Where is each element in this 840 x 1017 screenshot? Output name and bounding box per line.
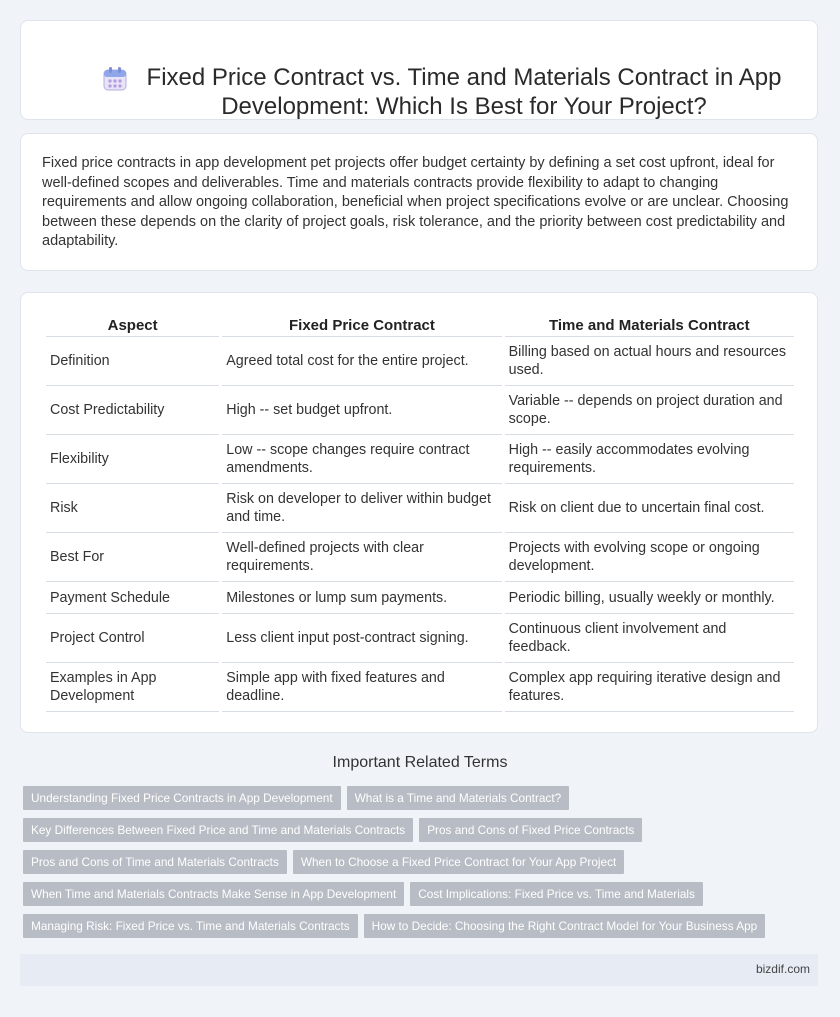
table-cell: Risk [46, 484, 219, 533]
table-row [46, 533, 794, 582]
intro-card [20, 133, 818, 271]
table-cell: Cost Predictability [46, 386, 219, 435]
intro-paragraph: Fixed price contracts in app development pet projects offer budget certainty by defining a set cost upfront, ideal for well-defined scopes and deliverables. Time and materials contracts provide flexibility to adapt to changing requirements and allow ongoing collaboration, beneficial when project specifications evolve or are unclear. Choosing between these depends on the clarity of project goals, risk tolerance, and the priority between cost predictability and adaptability. [42, 155, 789, 250]
table-header-row [46, 315, 794, 337]
table-cell: Periodic billing, usually weekly or monthly. [505, 582, 794, 614]
table-cell: Simple app with fixed features and deadline. [222, 663, 501, 712]
comparison-card [20, 292, 818, 733]
table-row [46, 484, 794, 533]
related-term-link[interactable]: When to Choose a Fixed Price Contract for Your App Project [293, 850, 624, 874]
table-cell: Risk on client due to uncertain final cost. [505, 484, 794, 533]
column-header: Fixed Price Contract [222, 315, 501, 337]
column-header: Aspect [46, 315, 219, 337]
table-row [46, 614, 794, 663]
calendar-icon [102, 66, 128, 92]
table-cell: Continuous client involvement and feedback. [505, 614, 794, 663]
table-row [46, 386, 794, 435]
related-term-link[interactable]: How to Decide: Choosing the Right Contract Model for Your Business App [364, 914, 766, 938]
related-term-link[interactable]: What is a Time and Materials Contract? [347, 786, 570, 810]
table-cell: High -- easily accommodates evolving requirements. [505, 435, 794, 484]
related-term-link[interactable]: Pros and Cons of Fixed Price Contracts [419, 818, 642, 842]
related-term-link[interactable]: Cost Implications: Fixed Price vs. Time and Materials [410, 882, 703, 906]
related-terms-list [23, 786, 813, 938]
table-cell: Agreed total cost for the entire project. [222, 337, 501, 386]
table-cell: Complex app requiring iterative design and features. [505, 663, 794, 712]
table-cell: Flexibility [46, 435, 219, 484]
comparison-table [43, 315, 797, 712]
related-terms-heading: Important Related Terms [332, 754, 508, 771]
title-card [20, 20, 818, 120]
table-cell: Variable -- depends on project duration and scope. [505, 386, 794, 435]
related-term-link[interactable]: Managing Risk: Fixed Price vs. Time and Materials Contracts [23, 914, 358, 938]
table-cell: Definition [46, 337, 219, 386]
table-cell: Less client input post-contract signing. [222, 614, 501, 663]
table-row [46, 337, 794, 386]
table-cell: Best For [46, 533, 219, 582]
table-cell: Milestones or lump sum payments. [222, 582, 501, 614]
related-term-link[interactable]: Understanding Fixed Price Contracts in App Development [23, 786, 341, 810]
related-term-link[interactable]: Key Differences Between Fixed Price and Time and Materials Contracts [23, 818, 413, 842]
table-cell: Examples in App Development [46, 663, 219, 712]
column-header: Time and Materials Contract [505, 315, 794, 337]
table-cell: Billing based on actual hours and resources used. [505, 337, 794, 386]
table-cell: Payment Schedule [46, 582, 219, 614]
table-row [46, 663, 794, 712]
table-cell: Projects with evolving scope or ongoing development. [505, 533, 794, 582]
footer-site-link[interactable]: bizdif.com [755, 962, 810, 976]
related-term-link[interactable]: When Time and Materials Contracts Make Sense in App Development [23, 882, 404, 906]
table-cell: High -- set budget upfront. [222, 386, 501, 435]
page-title: Fixed Price Contract vs. Time and Materials Contract in App Development: Which Is Best for Your Project? [146, 64, 782, 120]
table-cell: Project Control [46, 614, 219, 663]
footer [20, 954, 818, 986]
table-cell: Low -- scope changes require contract amendments. [222, 435, 501, 484]
table-row [46, 435, 794, 484]
table-row [46, 582, 794, 614]
table-cell: Risk on developer to deliver within budget and time. [222, 484, 501, 533]
table-cell: Well-defined projects with clear requirements. [222, 533, 501, 582]
related-term-link[interactable]: Pros and Cons of Time and Materials Contracts [23, 850, 287, 874]
